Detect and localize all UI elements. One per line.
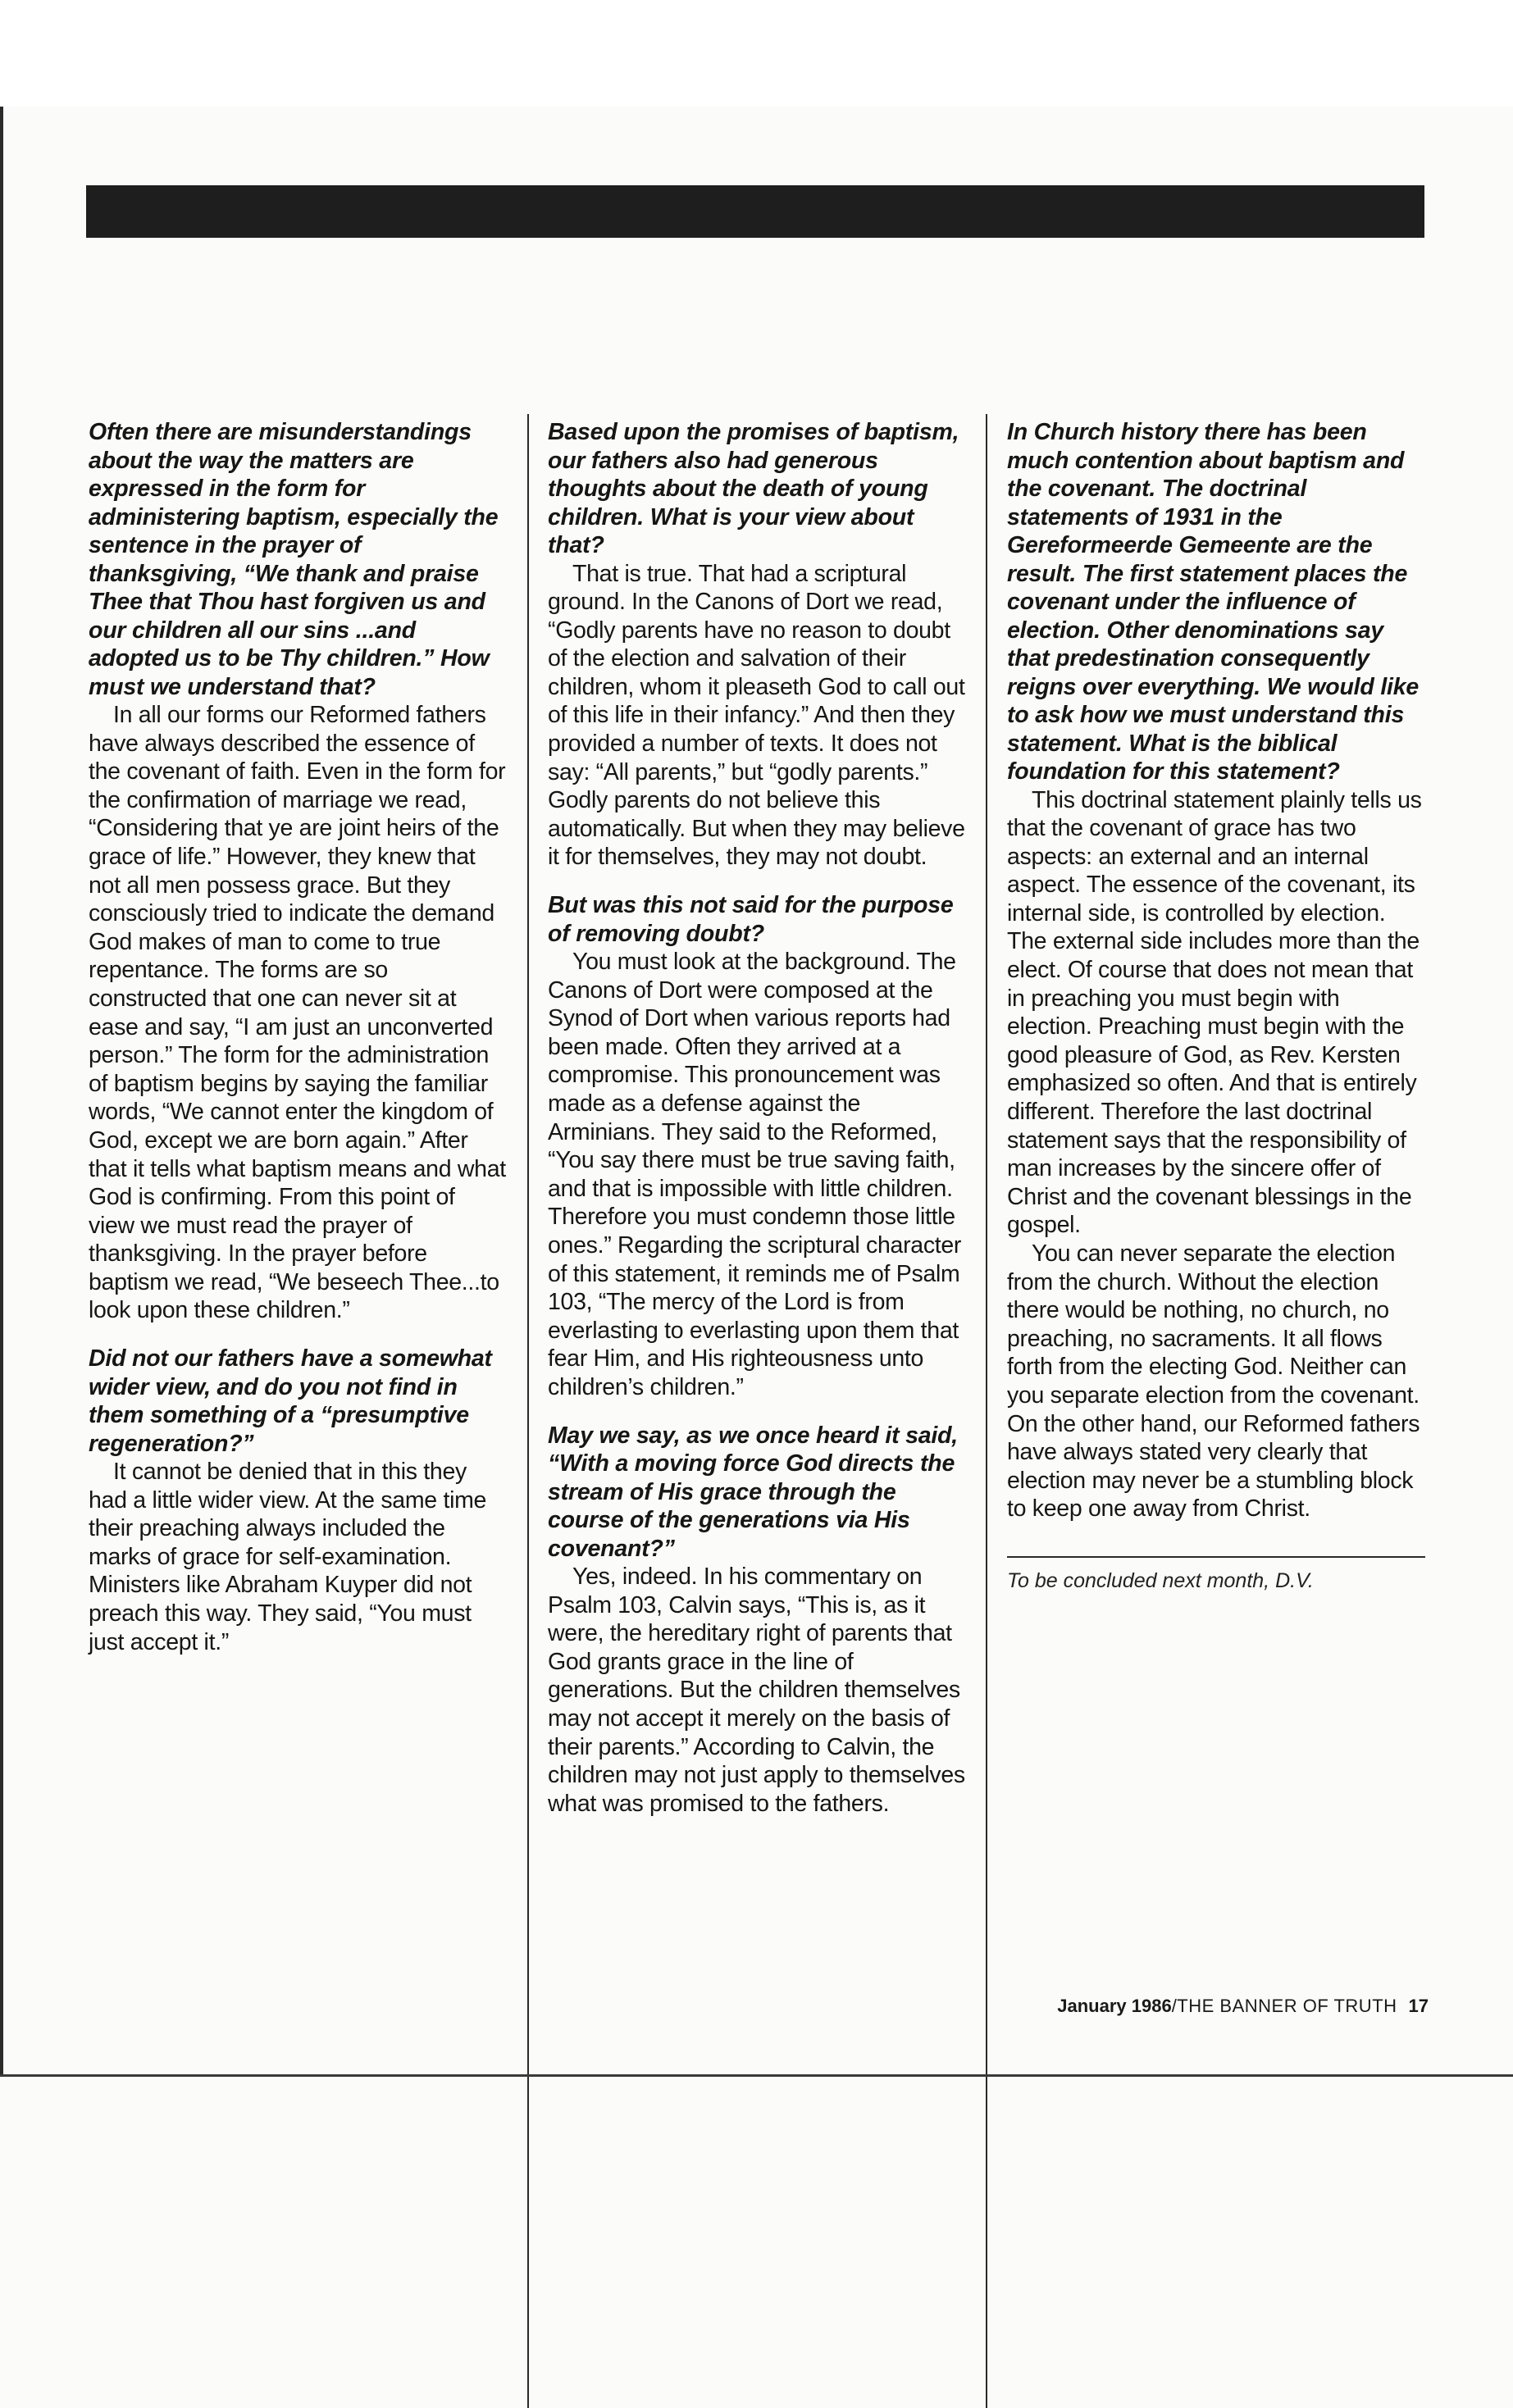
page-footer <box>1057 1996 1429 2017</box>
answer-3: That is true. That had a scriptural ground. In the Canons of Dort we read, “Godly parents have no reason to doubt of the election and salvation of their children, whom it pleaseth God to call out of this life in their infancy.” And then they provided a number of texts. It does not say: “All parents,” but “godly parents.” Godly parents do not believe this automatically. But when they may believe it for themselves, they may not doubt. <box>548 560 965 871</box>
question-2: Did not our fathers have a somewhat wider view, and do you not find in them something of a “presumptive regeneration?” <box>89 1345 492 1457</box>
answer-6: This doctrinal statement plainly tells us that the covenant of grace has two aspects: an external and an internal aspect. The essence of the covenant, its internal side, is controlled by election. The external side includes more than the elect. Of course that does not mean that in preaching you must begin with election. Preaching must begin with the good pleasure of God, as Rev. Kersten emphasized so often. And that is entirely different. Therefore the last doctrinal statement says that the responsibility of man increases by the sincere offer of Christ and the covenant blessings in the gospel. <box>1007 786 1422 1239</box>
question-5: May we say, as we once heard it said, “With a moving force God directs the stream of His grace through the course of the generations via His covenant?” <box>548 1422 959 1562</box>
answer-5: Yes, indeed. In his commentary on Psalm 103, Calvin says, “This is, as it were, the hereditary right of parents that God grants grace in the line of generations. But the children themselves may not accept it merely on the basis of their parents.” According to Calvin, the children may not just apply to themselves what was promised to the fathers. <box>548 1564 965 1817</box>
column-divider-2 <box>986 414 987 2408</box>
publication-name: /THE BANNER OF TRUTH <box>1171 1996 1397 2016</box>
footnote-rule <box>1007 1556 1425 1558</box>
question-4: But was this not said for the purpose of removing doubt? <box>548 892 954 947</box>
header-bar <box>86 185 1424 238</box>
column-1 <box>89 418 507 1656</box>
question-3: Based upon the promises of baptism, our fathers also had generous thoughts about the death of young children. What is your view about that? <box>548 419 959 558</box>
continuation-note: To be concluded next month, D.V. <box>1007 1568 1314 1592</box>
question-1: Often there are misunderstandings about the way the matters are expressed in the form for administering baptism, especially the sentence in the prayer of thanksgiving, “We thank and praise Thee that Thou hast forgiven us and our children all our sins ...and adopted us to be Thy children.” How must we understand that? <box>89 419 499 700</box>
answer-2: It cannot be denied that in this they had a little wider view. At the same time their preaching always included the marks of grace for self-examination. Ministers like Abraham Kuyper did not preach this way. They said, “You must just accept it.” <box>89 1459 487 1655</box>
answer-7: You can never separate the election from the church. Without the election there would be nothing, no church, no preaching, no sacraments. It all flows forth from the electing God. Neither can you separate election from the covenant. On the other hand, our Reformed fathers have always stated very clearly that election may never be a stumbling block to keep one away from Christ. <box>1007 1240 1420 1523</box>
question-6: In Church history there has been much contention about baptism and the covenant. The doctrinal statements of 1931 in the Gereformeerde Gemeente are the result. The first statement places the covenant under the influence of election. Other denominations say that predestination consequently reigns over everything. We would like to ask how we must understand this statement. What is the biblical foundation for this statement? <box>1007 419 1420 785</box>
scan-bottom-edge <box>0 2074 1513 2077</box>
column-2 <box>548 418 966 1818</box>
answer-1: In all our forms our Reformed fathers have always described the essence of the covenant of faith. Even in the form for the confirmation of marriage we read, “Considering that ye are joint heirs of the grace of life.” However, they knew that not all men possess grace. But they consciously tried to indicate the demand God makes of man to come to true repentance. The forms are so constructed that one can never sit at ease and say, “I am just an unconverted person.” The form for the administration of baptism begins by saying the familiar words, “We cannot enter the kingdom of God, except we are born again.” After that it tells what baptism means and what God is confirming. From this point of view we must read the prayer of thanksgiving. In the prayer before baptism we read, “We beseech Thee...to look upon these children.” <box>89 702 506 1324</box>
column-3 <box>1007 418 1425 1594</box>
scan-left-edge <box>0 107 3 2074</box>
page-number: 17 <box>1408 1996 1429 2016</box>
column-divider-1 <box>527 414 529 2408</box>
issue-date: January 1986 <box>1057 1996 1172 2016</box>
page-top-margin <box>0 0 1513 107</box>
answer-4: You must look at the background. The Canons of Dort were composed at the Synod of Dort when various reports had been made. Often they arrived at a compromise. This pronouncement was made as a defense against the Arminians. They said to the Reformed, “You say there must be true saving faith, and that is impossible with little children. Therefore you must condemn those little ones.” Regarding the scriptural character of this statement, it reminds me of Psalm 103, “The mercy of the Lord is from everlasting to everlasting upon them that fear Him, and His righteousness unto children’s children.” <box>548 949 962 1400</box>
